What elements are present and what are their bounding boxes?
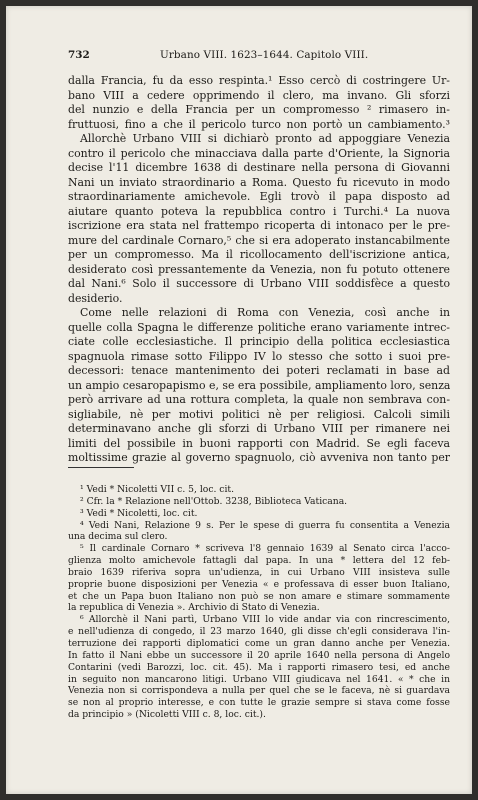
text-line: moltissime grazie al governo spagnuolo, ciò avveniva non tanto per [68, 451, 450, 464]
text-line: bano VIII a cedere opprimendo il clero, ma invano. Gli sforzi [68, 88, 450, 102]
footnote-line: ⁶ Allorchè il Nani partì, Urbano VIII lo vide andar via con rincrescimento, [80, 614, 450, 626]
footnote-line: Venezia non si corrispondeva a nulla per quel che se le faceva, nè si guardava [68, 685, 450, 697]
text-line: Allorchè Urbano VIII si dichiarò pronto ad appoggiare Venezia [80, 132, 450, 145]
footnote-line: una decima sul clero. [68, 531, 168, 543]
text-line: Come nelle relazioni di Roma con Venezia, così anche in [80, 306, 450, 319]
text-line: aiutare quanto poteva la repubblica contro i Turchi.⁴ La nuova [68, 204, 450, 218]
text-line: contro il pericolo che minacciava dalla parte d'Oriente, la Signoria [68, 146, 450, 160]
book-page [6, 6, 472, 794]
footnote-line: la republica di Venezia ». Archivio di Stato di Venezia. [68, 602, 320, 614]
footnote-line: proprie buone disposizioni per Venezia « e professava di esser buon Italiano, [68, 578, 450, 590]
footnote-line: se non al proprio interesse, e con tutte le grazie sempre si stava come fosse [68, 697, 450, 709]
footnote-line: In fatto il Nani ebbe un successore il 20 aprile 1640 nella persona di Angelo [68, 649, 450, 661]
text-line: straordinariamente amichevole. Egli trovò il papa disposto ad [68, 190, 450, 203]
footnote-line: ¹ Vedi * Nicoletti VII c. 5, loc. cit. [80, 484, 234, 495]
text-line: desiderato così pressantemente da Venezia, non fu potuto ottenere [68, 262, 450, 276]
text-line: iscrizione era stata nel frattempo ricoperta di intonaco per le pre- [68, 219, 450, 232]
footnote-divider [68, 467, 134, 468]
footnotes [68, 484, 450, 721]
text-line: determinavano anche gli sforzi di Urbano VIII per rimanere nei [68, 422, 450, 435]
text-line: un ampio cesaropapismo e, se era possibile, ampliamento loro, senza [68, 378, 450, 392]
footnote-line: in seguito non mancarono litigi. Urbano VIII giudicava nel 1641. « * che in [68, 673, 450, 685]
text-line: limiti del possibile in buoni rapporti con Madrid. Se egli faceva [68, 436, 450, 450]
text-line: sigliabile, nè per motivi politici nè per religiosi. Calcoli simili [68, 407, 450, 421]
text-line: quelle colla Spagna le differenze politiche erano variamente intrec- [68, 320, 450, 334]
text-line: dal Nani.⁶ Solo il successore di Urbano VIII soddisfèce a questo [68, 277, 450, 290]
footnote-line: ³ Vedi * Nicoletti, loc. cit. [80, 507, 198, 519]
text-line: decessori: tenace mantenimento dei poteri reclamati in base ad [68, 364, 450, 377]
footnote-line: braio 1639 riferiva sopra un'udienza, in cui Urbano VIII insisteva sulle [68, 566, 450, 578]
footnote-line: ⁵ Il cardinale Cornaro * scriveva l'8 gennaio 1639 al Senato circa l'acco- [80, 543, 450, 555]
footnote-line: ² Cfr. la * Relazione nell'Ottob. 3238, Biblioteca Vaticana. [80, 495, 348, 507]
text-line: desiderio. [68, 291, 123, 305]
text-line: spagnuola rimase sotto Filippo IV lo stesso che sotto i suoi pre- [68, 349, 450, 363]
text-line: per un compromesso. Ma il ricollocamento dell'iscrizione antica, [68, 248, 450, 261]
text-line: dalla Francia, fu da esso respinta.¹ Esso cercò di costringere Ur- [68, 74, 450, 87]
main-text [68, 74, 450, 466]
text-line: mure del cardinale Cornaro,⁵ che si era adoperato instancabilmente [68, 233, 450, 247]
footnote-line: Contarini (vedi Barozzi, loc. cit. 45). Ma i rapporti rimasero tesi, ed anche [68, 661, 450, 673]
text-line: del nunzio e della Francia per un compromesso ² rimasero in- [68, 103, 450, 116]
text-line: decise l'11 dicembre 1638 di destinare nella persona di Giovanni [68, 161, 450, 174]
footnote-line: terruzione dei rapporti diplomatici come un gran danno anche per Venezia. [68, 637, 450, 649]
text-line: Nani un inviato straordinario a Roma. Questo fu ricevuto in modo [68, 175, 450, 189]
text-line: però arrivare ad una rottura completa, la quale non sembrava con- [68, 393, 450, 406]
page-number: 732 [68, 49, 90, 61]
running-title: Urbano VIII. 1623–1644. Capitolo VIII. [160, 49, 369, 61]
footnote-line: ⁴ Vedi Nani, Relazione 9 s. Per le spese di guerra fu consentita a Venezia [80, 519, 450, 531]
footnote-line: glienza molto amichevole fattagli dal papa. In una * lettera del 12 feb- [68, 555, 450, 567]
text-line: fruttuosi, fino a che il pericolo turco non portò un cambiamento.³ [68, 117, 450, 131]
footnote-line: e nell'udienza di congedo, il 23 marzo 1640, gli disse ch'egli considerava l'in- [68, 626, 450, 638]
text-line: ciate colle ecclesiastiche. Il principio della politica ecclesiastica [68, 335, 450, 348]
footnote-line: et che un Papa buon Italiano non può se non amare e stimare sommamente [68, 590, 450, 602]
footnote-line: da principio » (Nicoletti VIII c. 8, loc. cit.). [68, 709, 266, 721]
